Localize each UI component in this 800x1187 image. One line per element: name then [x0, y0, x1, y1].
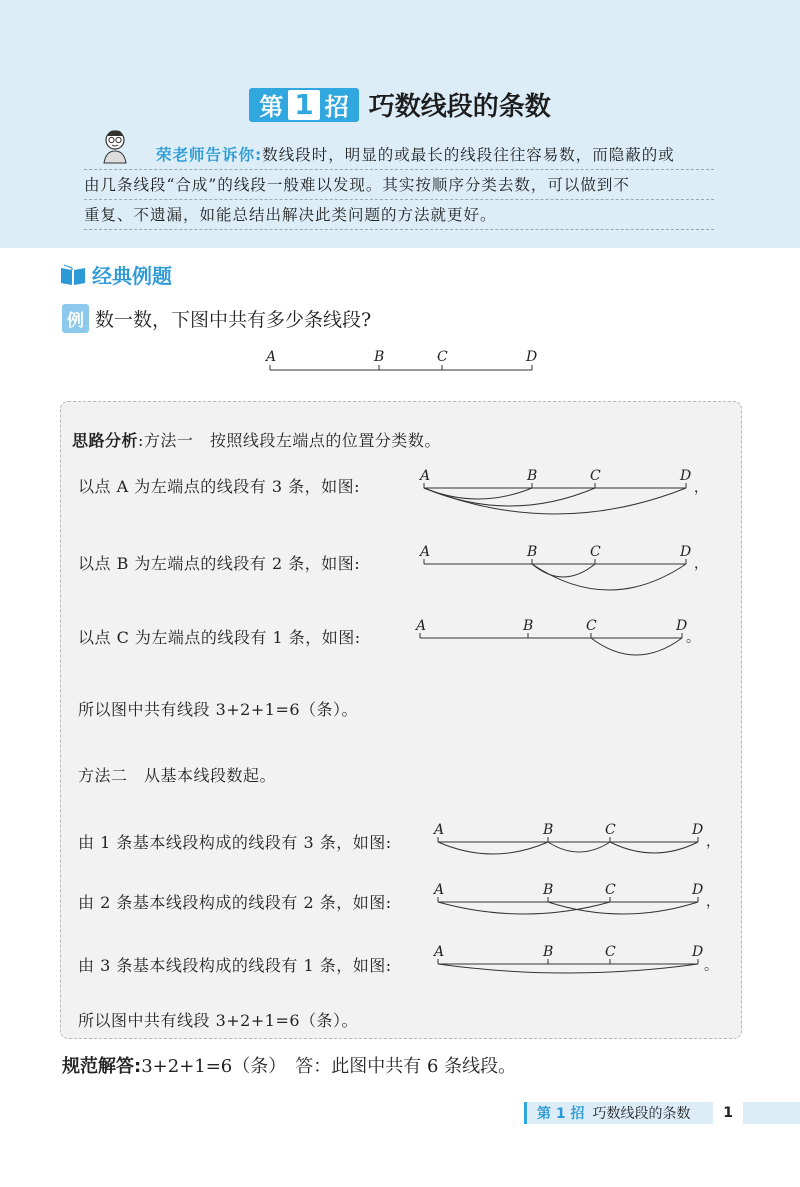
tip-line-3: 重复、不遗漏，如能总结出解决此类问题的方法就更好。	[84, 200, 714, 230]
svg-text:B: B	[543, 822, 554, 838]
svg-text:A: A	[420, 468, 431, 484]
svg-text:D: D	[692, 882, 704, 898]
page-footer	[524, 1102, 800, 1124]
page-title: 巧数线段的条数	[368, 92, 551, 122]
method2-heading: 方法二 从基本线段数起。	[78, 766, 277, 785]
svg-text:。: 。	[704, 958, 718, 974]
section-heading	[60, 260, 172, 289]
row-basic-2: 由 2 条基本线段构成的线段有 2 条，如图:	[78, 893, 392, 912]
figure-basic-2	[432, 878, 722, 924]
footer-chapter: 第 1 招	[537, 1106, 585, 1122]
tip-label: 荣老师告诉你:	[156, 146, 263, 164]
svg-text:D: D	[692, 944, 704, 960]
svg-text:B: B	[523, 618, 534, 634]
section-title: 经典例题	[92, 264, 172, 288]
svg-text:。: 。	[686, 630, 700, 646]
figure-left-c	[414, 614, 714, 664]
chapter-number: 1	[288, 90, 319, 120]
svg-text:A: A	[416, 618, 427, 634]
figure-basic-1	[432, 818, 722, 864]
row-left-b: 以点 B 为左端点的线段有 2 条，如图:	[78, 554, 361, 573]
row-basic-3: 由 3 条基本线段构成的线段有 1 条，如图:	[78, 956, 392, 975]
teacher-tip	[84, 140, 714, 230]
page-number: 1	[713, 1102, 743, 1124]
chapter-badge: 第 1 招	[249, 88, 358, 122]
svg-text:C: C	[586, 618, 597, 634]
figure-left-a	[418, 464, 718, 528]
example-tag: 例	[62, 304, 89, 333]
row-left-c: 以点 C 为左端点的线段有 1 条，如图:	[78, 628, 361, 647]
main-segment-figure	[260, 348, 550, 378]
svg-text:D: D	[692, 822, 704, 838]
sum-method1: 所以图中共有线段 3+2+1=6（条）。	[78, 700, 359, 719]
svg-text:B: B	[527, 544, 538, 560]
tip-line-2: 由几条线段“合成”的线段一般难以发现。其实按顺序分类去数，可以做到不	[84, 170, 714, 200]
standard-answer	[62, 1052, 516, 1078]
svg-text:D: D	[676, 618, 688, 634]
question-text: 数一数，下图中共有多少条线段?	[95, 309, 372, 331]
svg-text:C: C	[605, 822, 616, 838]
chapter-title	[0, 86, 800, 123]
analysis-heading: 思路分析	[72, 431, 139, 450]
svg-text:A: A	[434, 944, 445, 960]
svg-text:C: C	[590, 468, 601, 484]
svg-text:C: C	[437, 349, 448, 365]
svg-text:A: A	[434, 882, 445, 898]
sum-method2: 所以图中共有线段 3+2+1=6（条）。	[78, 1011, 359, 1030]
svg-text:，: ，	[706, 894, 720, 910]
analysis-method1: 思路分析:方法一 按照线段左端点的位置分类数。	[72, 431, 441, 450]
tip-line-1: 数线段时，明显的或最长的线段往往容易数，而隐蔽的或	[262, 146, 675, 164]
svg-text:D: D	[526, 349, 538, 365]
answer-text: 3+2+1=6（条） 答：此图中共有 6 条线段。	[141, 1056, 517, 1077]
answer-label: 规范解答:	[62, 1056, 142, 1077]
svg-text:D: D	[680, 468, 692, 484]
svg-text:A: A	[266, 349, 277, 365]
svg-text:C: C	[605, 882, 616, 898]
svg-text:C: C	[590, 544, 601, 560]
svg-text:B: B	[543, 882, 554, 898]
open-book-icon	[60, 264, 86, 286]
footer-title: 巧数线段的条数	[592, 1106, 691, 1122]
svg-text:B: B	[543, 944, 554, 960]
example-question	[62, 304, 371, 333]
svg-text:A: A	[420, 544, 431, 560]
svg-text:B: B	[527, 468, 538, 484]
row-basic-1: 由 1 条基本线段构成的线段有 3 条，如图:	[78, 833, 392, 852]
svg-text:C: C	[605, 944, 616, 960]
figure-basic-3	[432, 940, 722, 986]
svg-text:B: B	[374, 349, 385, 365]
svg-text:，: ，	[694, 480, 708, 496]
svg-text:，: ，	[694, 556, 708, 572]
svg-text:A: A	[434, 822, 445, 838]
svg-text:，: ，	[706, 834, 720, 850]
row-left-a: 以点 A 为左端点的线段有 3 条，如图:	[78, 477, 360, 496]
svg-text:D: D	[680, 544, 692, 560]
figure-left-b	[418, 540, 718, 600]
